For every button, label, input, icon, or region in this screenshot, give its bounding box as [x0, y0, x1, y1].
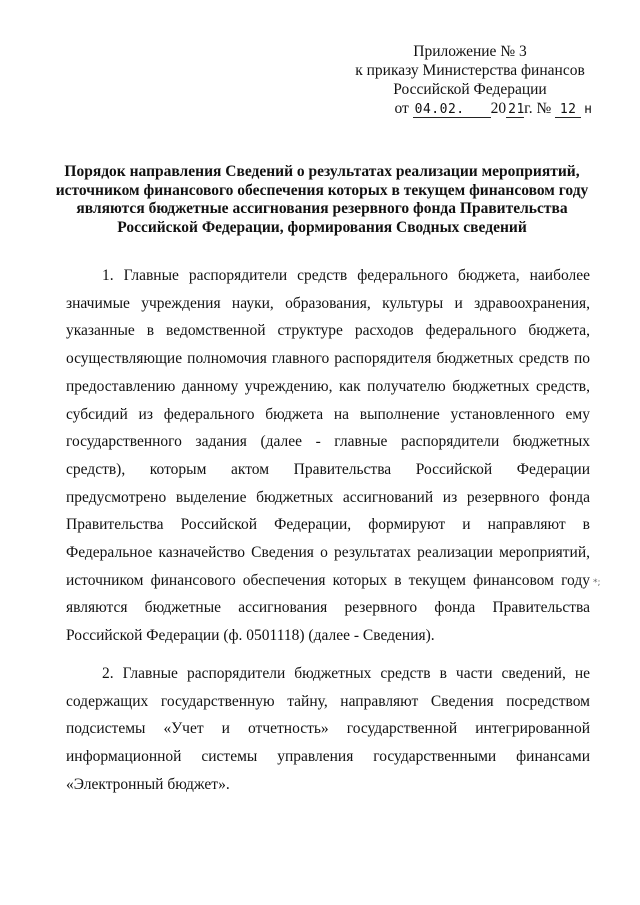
year-prefix: 20	[490, 100, 507, 117]
paragraph-2: 2. Главные распорядители бюджетных средств в части сведений, не содержащих государственную тайну, направляют Сведения посредством подсистемы «Учет и отчетность» государственной интегрированной информационной системы управления государственными финансами «Электронный бюджет».	[66, 664, 590, 793]
title-line: Порядок направления Сведений о результатах реализации мероприятий,	[64, 163, 580, 180]
order-year-field: 21	[508, 102, 525, 117]
year-suffix: г. №	[524, 100, 552, 117]
document-title	[52, 163, 592, 237]
date-prefix: от	[394, 100, 409, 117]
order-reference: к приказу Министерства финансов	[355, 62, 585, 79]
order-number-suffix: н	[584, 102, 592, 117]
order-number-field: 12	[555, 102, 581, 118]
document-body	[66, 262, 590, 798]
appendix-header	[340, 42, 600, 119]
margin-mark: *;	[593, 578, 601, 588]
title-line: Российской Федерации, формирования Сводных сведений	[117, 218, 527, 236]
paragraph-1: 1. Главные распорядители средств федерального бюджета, наиболее значимые учреждения науки, образования, культуры и здравоохранения, указанные в ведомственной структуре расходов федерального бюджета, осуществляющие полномочия главного распорядителя бюджетных средств по предоставлению данному учреждению, как получателю бюджетных средств, субсидий из федерального бюджета на выполнение установленного ему государственного задания (далее - главные распорядители бюджетных средств), которым актом Правительства Российской Федерации предусмотрено выделение бюджетных ассигнований из резервного фонда Правительства Российской Федерации, формируют и направляют в Федеральное казначейство Сведения о результатах реализации мероприятий, источником финансового обеспечения которых в текущем финансовом году являются бюджетные ассигнования резервного фонда Правительства Российской Федерации (ф. 0501118) (далее - Сведения).	[66, 267, 590, 645]
order-date-line	[340, 99, 600, 119]
title-line: источником финансового обеспечения которых в текущем финансовом году	[55, 181, 589, 199]
appendix-number: Приложение № 3	[413, 43, 527, 60]
title-line: являются бюджетные ассигнования резервного фонда Правительства	[76, 200, 568, 217]
ministry-country: Российской Федерации	[393, 81, 547, 98]
order-date-field: 04.02.	[413, 102, 491, 118]
